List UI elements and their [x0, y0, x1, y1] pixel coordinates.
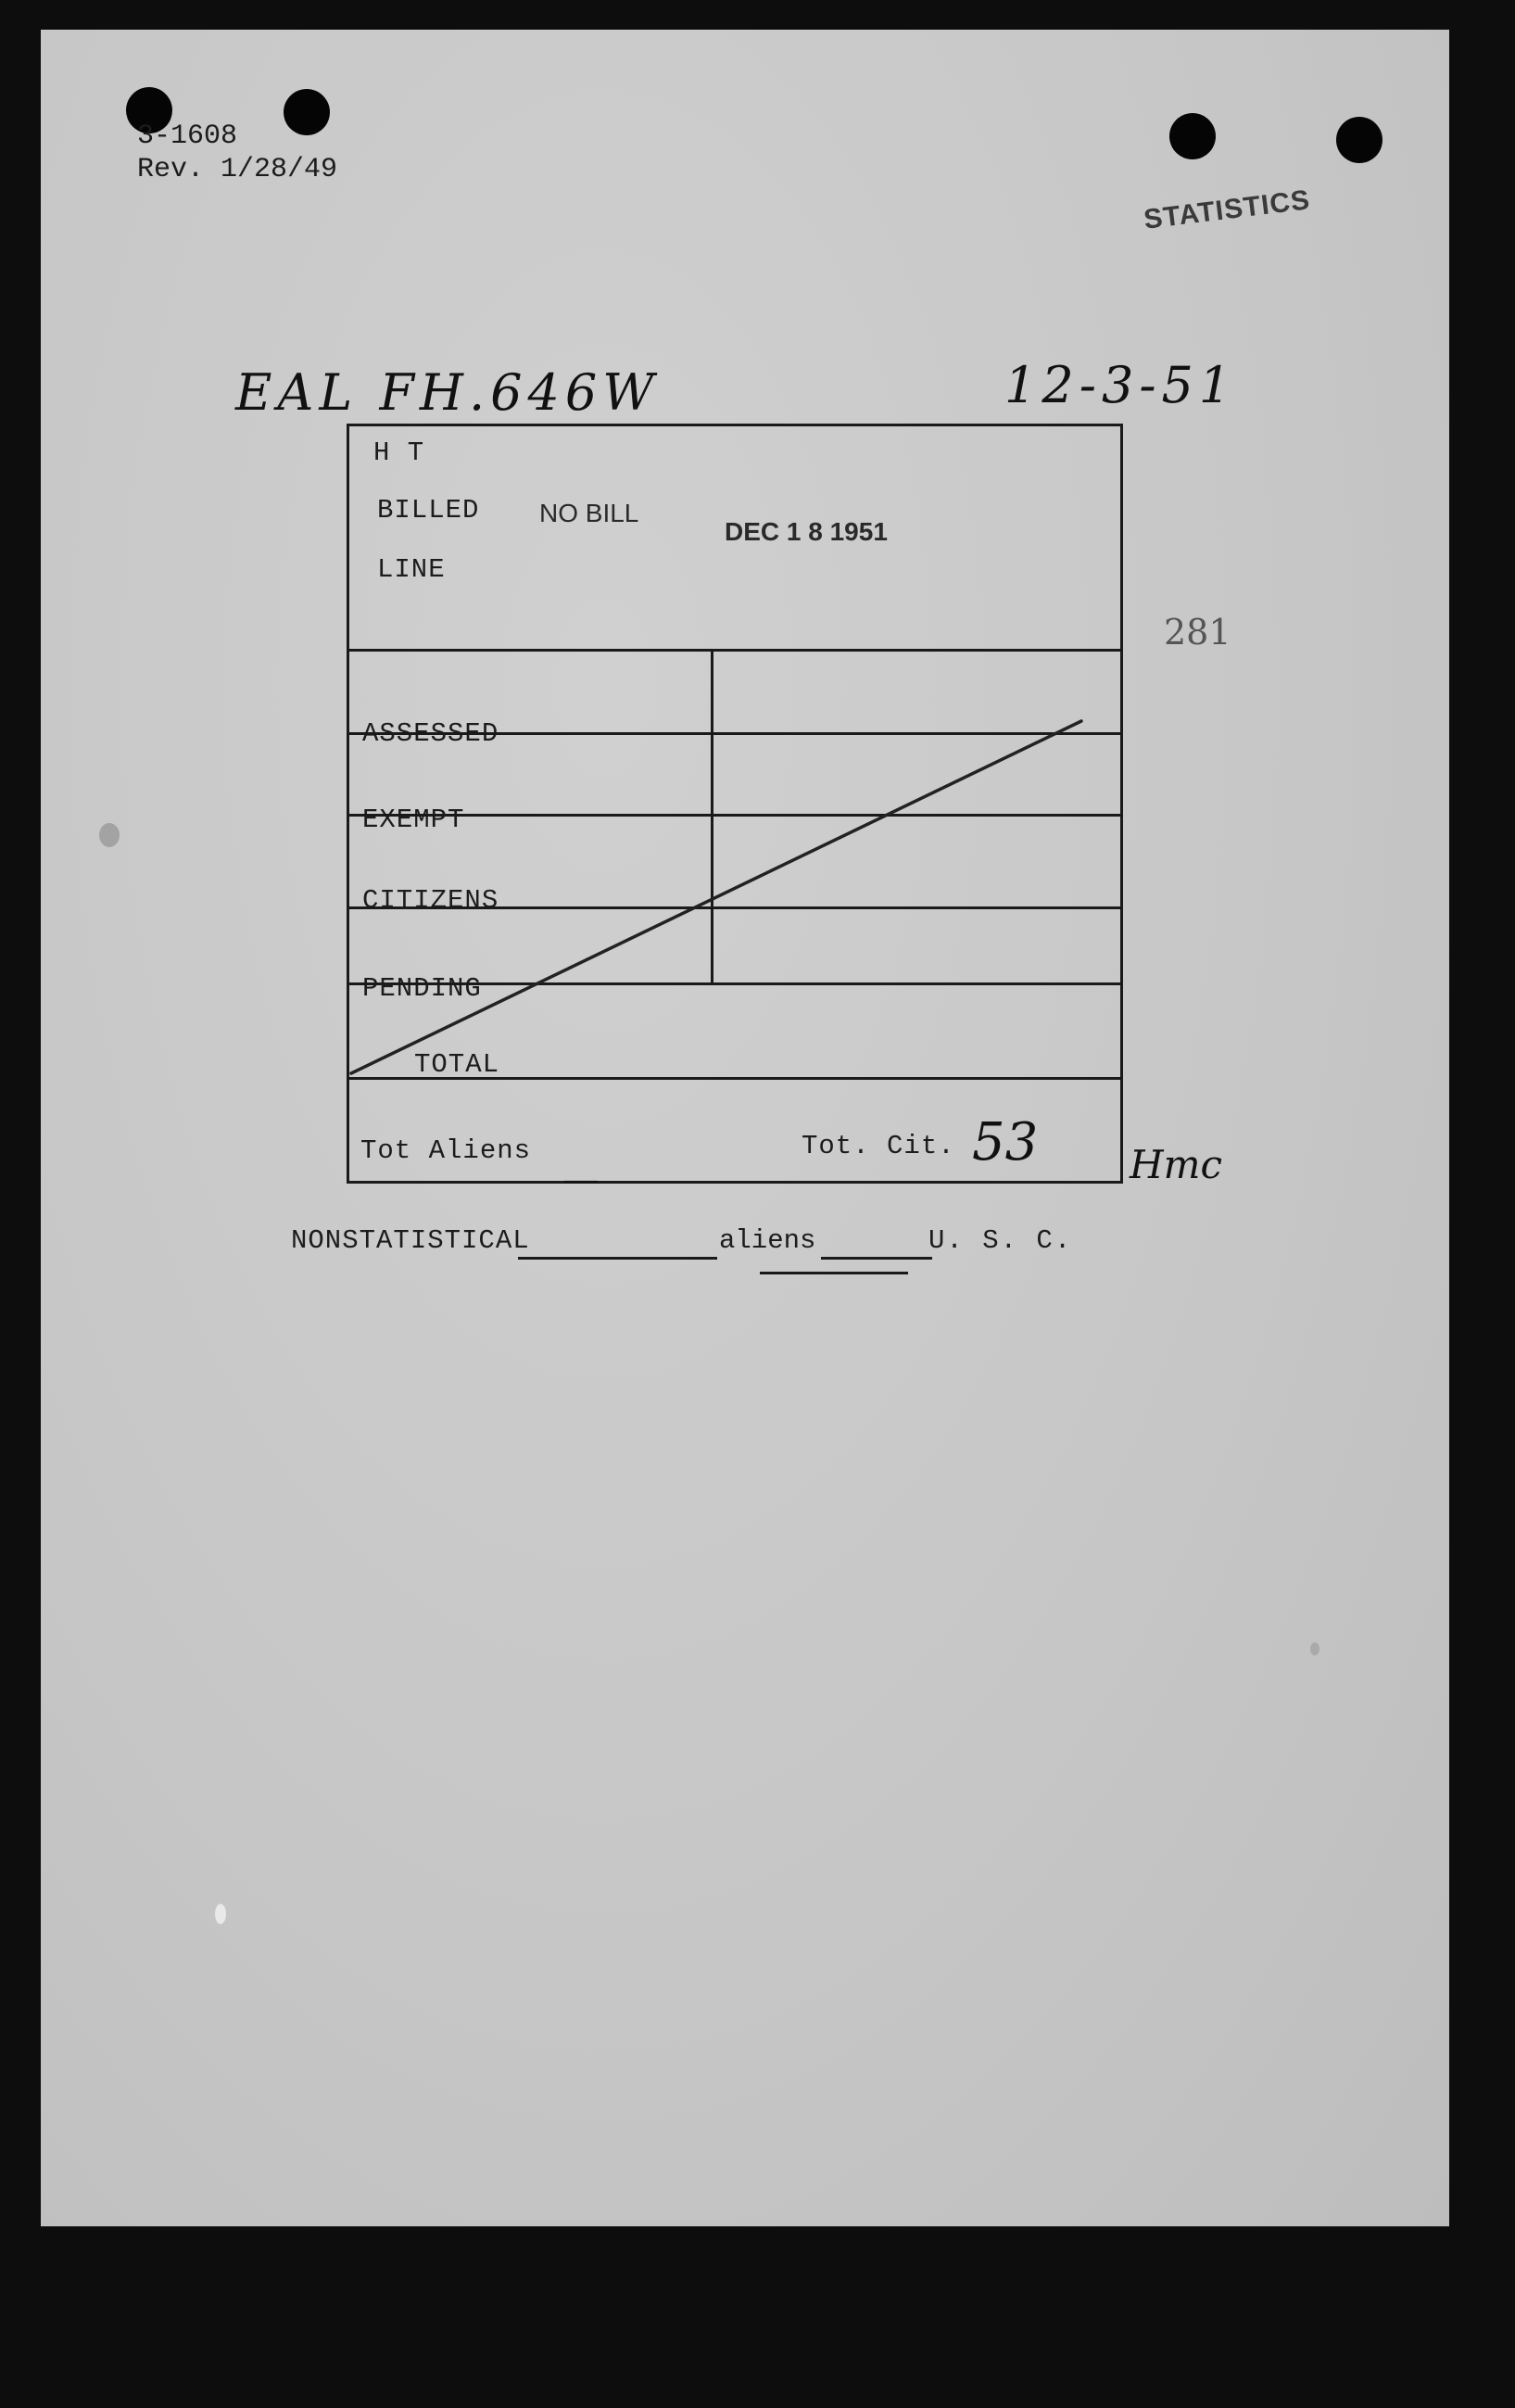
statistics-stamp: STATISTICS: [1142, 184, 1312, 235]
usc-label: U. S. C.: [928, 1225, 1073, 1256]
document-page: [41, 30, 1449, 2226]
row-label-total: TOTAL: [414, 1049, 500, 1080]
paper-blemish: [1310, 1642, 1319, 1655]
file-reference-handwritten: EAL FH.646W: [235, 363, 660, 422]
statistics-form-table: [347, 424, 1123, 1201]
row-label-line: LINE: [377, 554, 446, 585]
row-label-assessed: ASSESSED: [362, 718, 499, 749]
number-stamp: 281: [1164, 612, 1231, 653]
initials-handwritten: Hmc: [1130, 1142, 1222, 1187]
nonstatistical-blank-line: [518, 1257, 717, 1260]
cancel-line-mark: [349, 426, 1126, 1186]
aliens-blank-line: [821, 1257, 932, 1260]
form-number: 3-1608: [137, 120, 238, 152]
row-label-citizens: CITIZENS: [362, 885, 499, 916]
total-citizens-handwritten: 53: [972, 1112, 1039, 1172]
paper-blemish: [215, 1904, 226, 1924]
punch-hole: [1336, 117, 1382, 163]
form-revision: Rev. 1/28/49: [137, 154, 338, 185]
nonstatistical-label: NONSTATISTICAL: [291, 1225, 530, 1256]
aliens-label: aliens: [719, 1225, 816, 1256]
aliens-underline: [760, 1272, 908, 1274]
tot-cit-label: Tot. Cit.: [802, 1131, 955, 1161]
tot-aliens-dash-handwritten: —: [562, 1159, 600, 1201]
punch-hole: [1169, 113, 1216, 159]
date-handwritten: 12-3-51: [1004, 356, 1237, 414]
punch-hole: [284, 89, 330, 135]
no-bill-stamp: NO BILL: [539, 499, 639, 527]
row-label-pending: PENDING: [362, 973, 482, 1004]
row-label-ht: H T: [373, 437, 425, 468]
tot-aliens-label: Tot Aliens: [360, 1135, 532, 1166]
paper-blemish: [99, 823, 120, 847]
row-label-billed: BILLED: [377, 495, 480, 526]
received-date-stamp: DEC 1 8 1951: [725, 517, 888, 546]
row-label-exempt: EXEMPT: [362, 805, 465, 835]
